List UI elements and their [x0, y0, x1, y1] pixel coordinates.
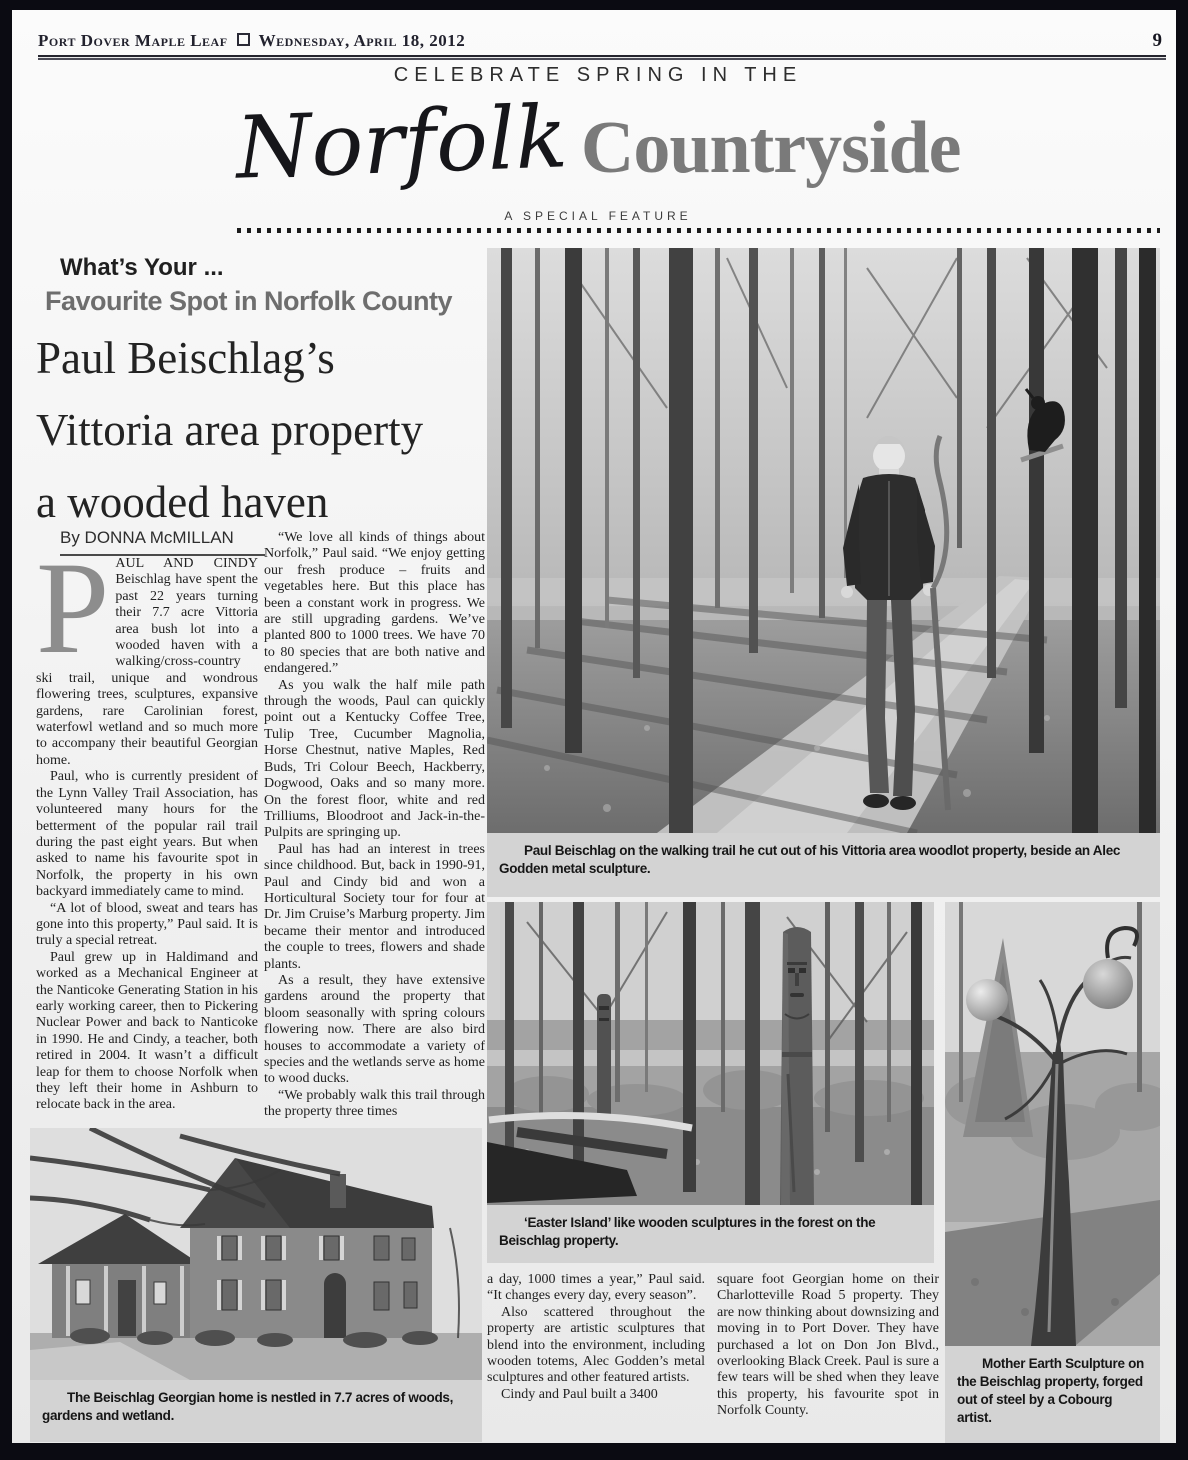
banner-kicker: CELEBRATE SPRING IN THE — [393, 64, 803, 86]
lead-paragraph: PAUL AND CINDY Beischlag have spent the past 22 years turning their 7.7 acre Vittoria area bush lot into a wooded haven with a walking/cross-country ski trail, unique and wondrous flowering trees, sculptures, expansive gardens, rare Carolinian forest, waterfowl wetland and so much more to accompany their beautiful Georgian home. — [36, 556, 258, 768]
masthead-left — [38, 31, 465, 51]
paragraph: As a result, they have extensive gardens around the property that bloom seasonally with spring colours flowering now. There are also bird houses to accommodate a variety of species and the wetlands serve as home to wood ducks. — [264, 972, 485, 1087]
sculpture-photo — [945, 902, 1160, 1346]
mother-earth-illustration — [945, 902, 1160, 1346]
body-column-1 — [36, 556, 258, 1132]
banner-subtitle: A SPECIAL FEATURE — [504, 209, 692, 223]
paragraph: Paul grew up in Haldimand and worked as a Mechanical Engineer at the Nanticoke Generating Station in his early working career, then to Pickering Nuclear Power and back to Nanticoke in 1990. He and Cindy, a teacher, both retired in 2004. It wasn’t a difficult leap for them to choose Norfolk when they left their home in Ashburn to relocate back in the area. — [36, 949, 258, 1113]
banner-title-main: Countryside — [580, 107, 961, 189]
sculpture-photo-caption: Mother Earth Sculpture on the Beischlag property, forged out of steel by a Cobourg artist. — [945, 1346, 1160, 1443]
paper-name: Port Dover Maple Leaf — [38, 31, 228, 50]
georgian-home-illustration — [30, 1128, 482, 1380]
paragraph: “We love all kinds of things about Norfolk,” Paul said. “We enjoy getting our fresh produce – fruits and vegetables here. But this place has been a constant work in progress. We are still upgrading gardens. We’ve planted 800 to 1000 trees. We have 70 to 80 species that are both native and endangered.” — [264, 530, 485, 677]
totems-photo — [487, 902, 934, 1205]
byline: By DONNA McMILLAN — [60, 528, 234, 547]
paragraph: Also scattered throughout the property are artistic sculptures that blend into the environment, including wooden totems, Alec Godden’s metal sculptures and other featured artists. — [487, 1304, 705, 1386]
paragraph: Paul, who is currently president of the Lynn Valley Trail Association, has volunteered many hours for the betterment of the popular rail trail during the past eight years. But when asked to name his favourite spot in Norfolk, the property in his own backyard immediately came to mind. — [36, 769, 258, 900]
wooden-totems-illustration — [487, 902, 934, 1205]
body-column-4 — [717, 1272, 939, 1443]
masthead — [38, 30, 1162, 52]
paragraph: “We probably walk this trail through the property three times — [264, 1087, 485, 1120]
paragraph: Cindy and Paul built a 3400 — [501, 1386, 658, 1402]
article-kicker-top: What’s Your ... — [60, 254, 224, 281]
home-photo — [30, 1128, 482, 1380]
masthead-separator-icon — [237, 33, 250, 46]
headline-line-2: Vittoria area property — [36, 405, 424, 455]
headline-line-3: a wooded haven — [36, 477, 329, 527]
page-number: 9 — [1152, 30, 1162, 51]
forest-trail-illustration — [487, 248, 1160, 833]
body-column-3 — [487, 1272, 705, 1443]
headline-line-1: Paul Beischlag’s — [36, 333, 335, 383]
article-kicker-main: Favourite Spot in Norfolk County — [45, 286, 452, 316]
paragraph: Paul has had an interest in trees since childhood. But, back in 1990-91, Paul and Cindy bid and won a Horticultural Society tour for four at Dr. Jim Cruise’s Marburg property. Jim became their mentor and introduced the couple to trees, flowers and shade plants. — [264, 841, 485, 972]
body-column-2 — [264, 530, 485, 1148]
home-photo-caption: The Beischlag Georgian home is nestled in 7.7 acres of woods, gardens and wetland. — [30, 1380, 482, 1442]
masthead-rule — [38, 55, 1166, 60]
main-photo-caption: Paul Beischlag on the walking trail he cut out of his Vittoria area woodlot property, beside an Alec Godden metal sculpture. — [487, 833, 1160, 897]
dotted-divider — [237, 228, 1160, 233]
paragraph: As you walk the half mile path through the woods, Paul can quickly point out a Kentucky Coffee Tree, Tulip Tree, Cucumber Magnolia, Horse Chestnut, native Maples, Red Buds, Tri Colour Beech, Hackberry, Dogwood, Oaks and so many more. On the forest floor, white and red Trilliums, Bloodroot and Jack-in-the-Pulpits are springing up. — [264, 677, 485, 841]
drop-cap: P — [36, 556, 110, 681]
article-headline — [36, 322, 498, 538]
masthead-date: Wednesday, April 18, 2012 — [258, 31, 466, 50]
feature-banner — [36, 64, 1160, 223]
banner-title-script: Norfolk — [233, 87, 569, 199]
paragraph: a day, 1000 times a year,” Paul said. “It changes every day, every season”. — [487, 1272, 705, 1304]
paragraph: square foot Georgian home on their Charlotteville Road 5 property. They are now thinking about downsizing and moving in to Port Dover. They have purchased a lot on Don Jon Blvd., overlooking Black Creek. Paul is sure a few tears will be shed when they leave this property, his favourite spot in Norfolk County. — [717, 1272, 939, 1419]
paragraph: “A lot of blood, sweat and tears has gone into this property,” Paul said. It is truly a special retreat. — [36, 900, 258, 949]
main-photo — [487, 248, 1160, 833]
banner-title — [36, 87, 1160, 205]
newspaper-page — [12, 10, 1176, 1443]
totems-photo-caption: ‘Easter Island’ like wooden sculptures in the forest on the Beischlag property. — [487, 1205, 934, 1263]
easter-island-totem — [780, 927, 814, 1205]
small-totem — [597, 994, 611, 1119]
